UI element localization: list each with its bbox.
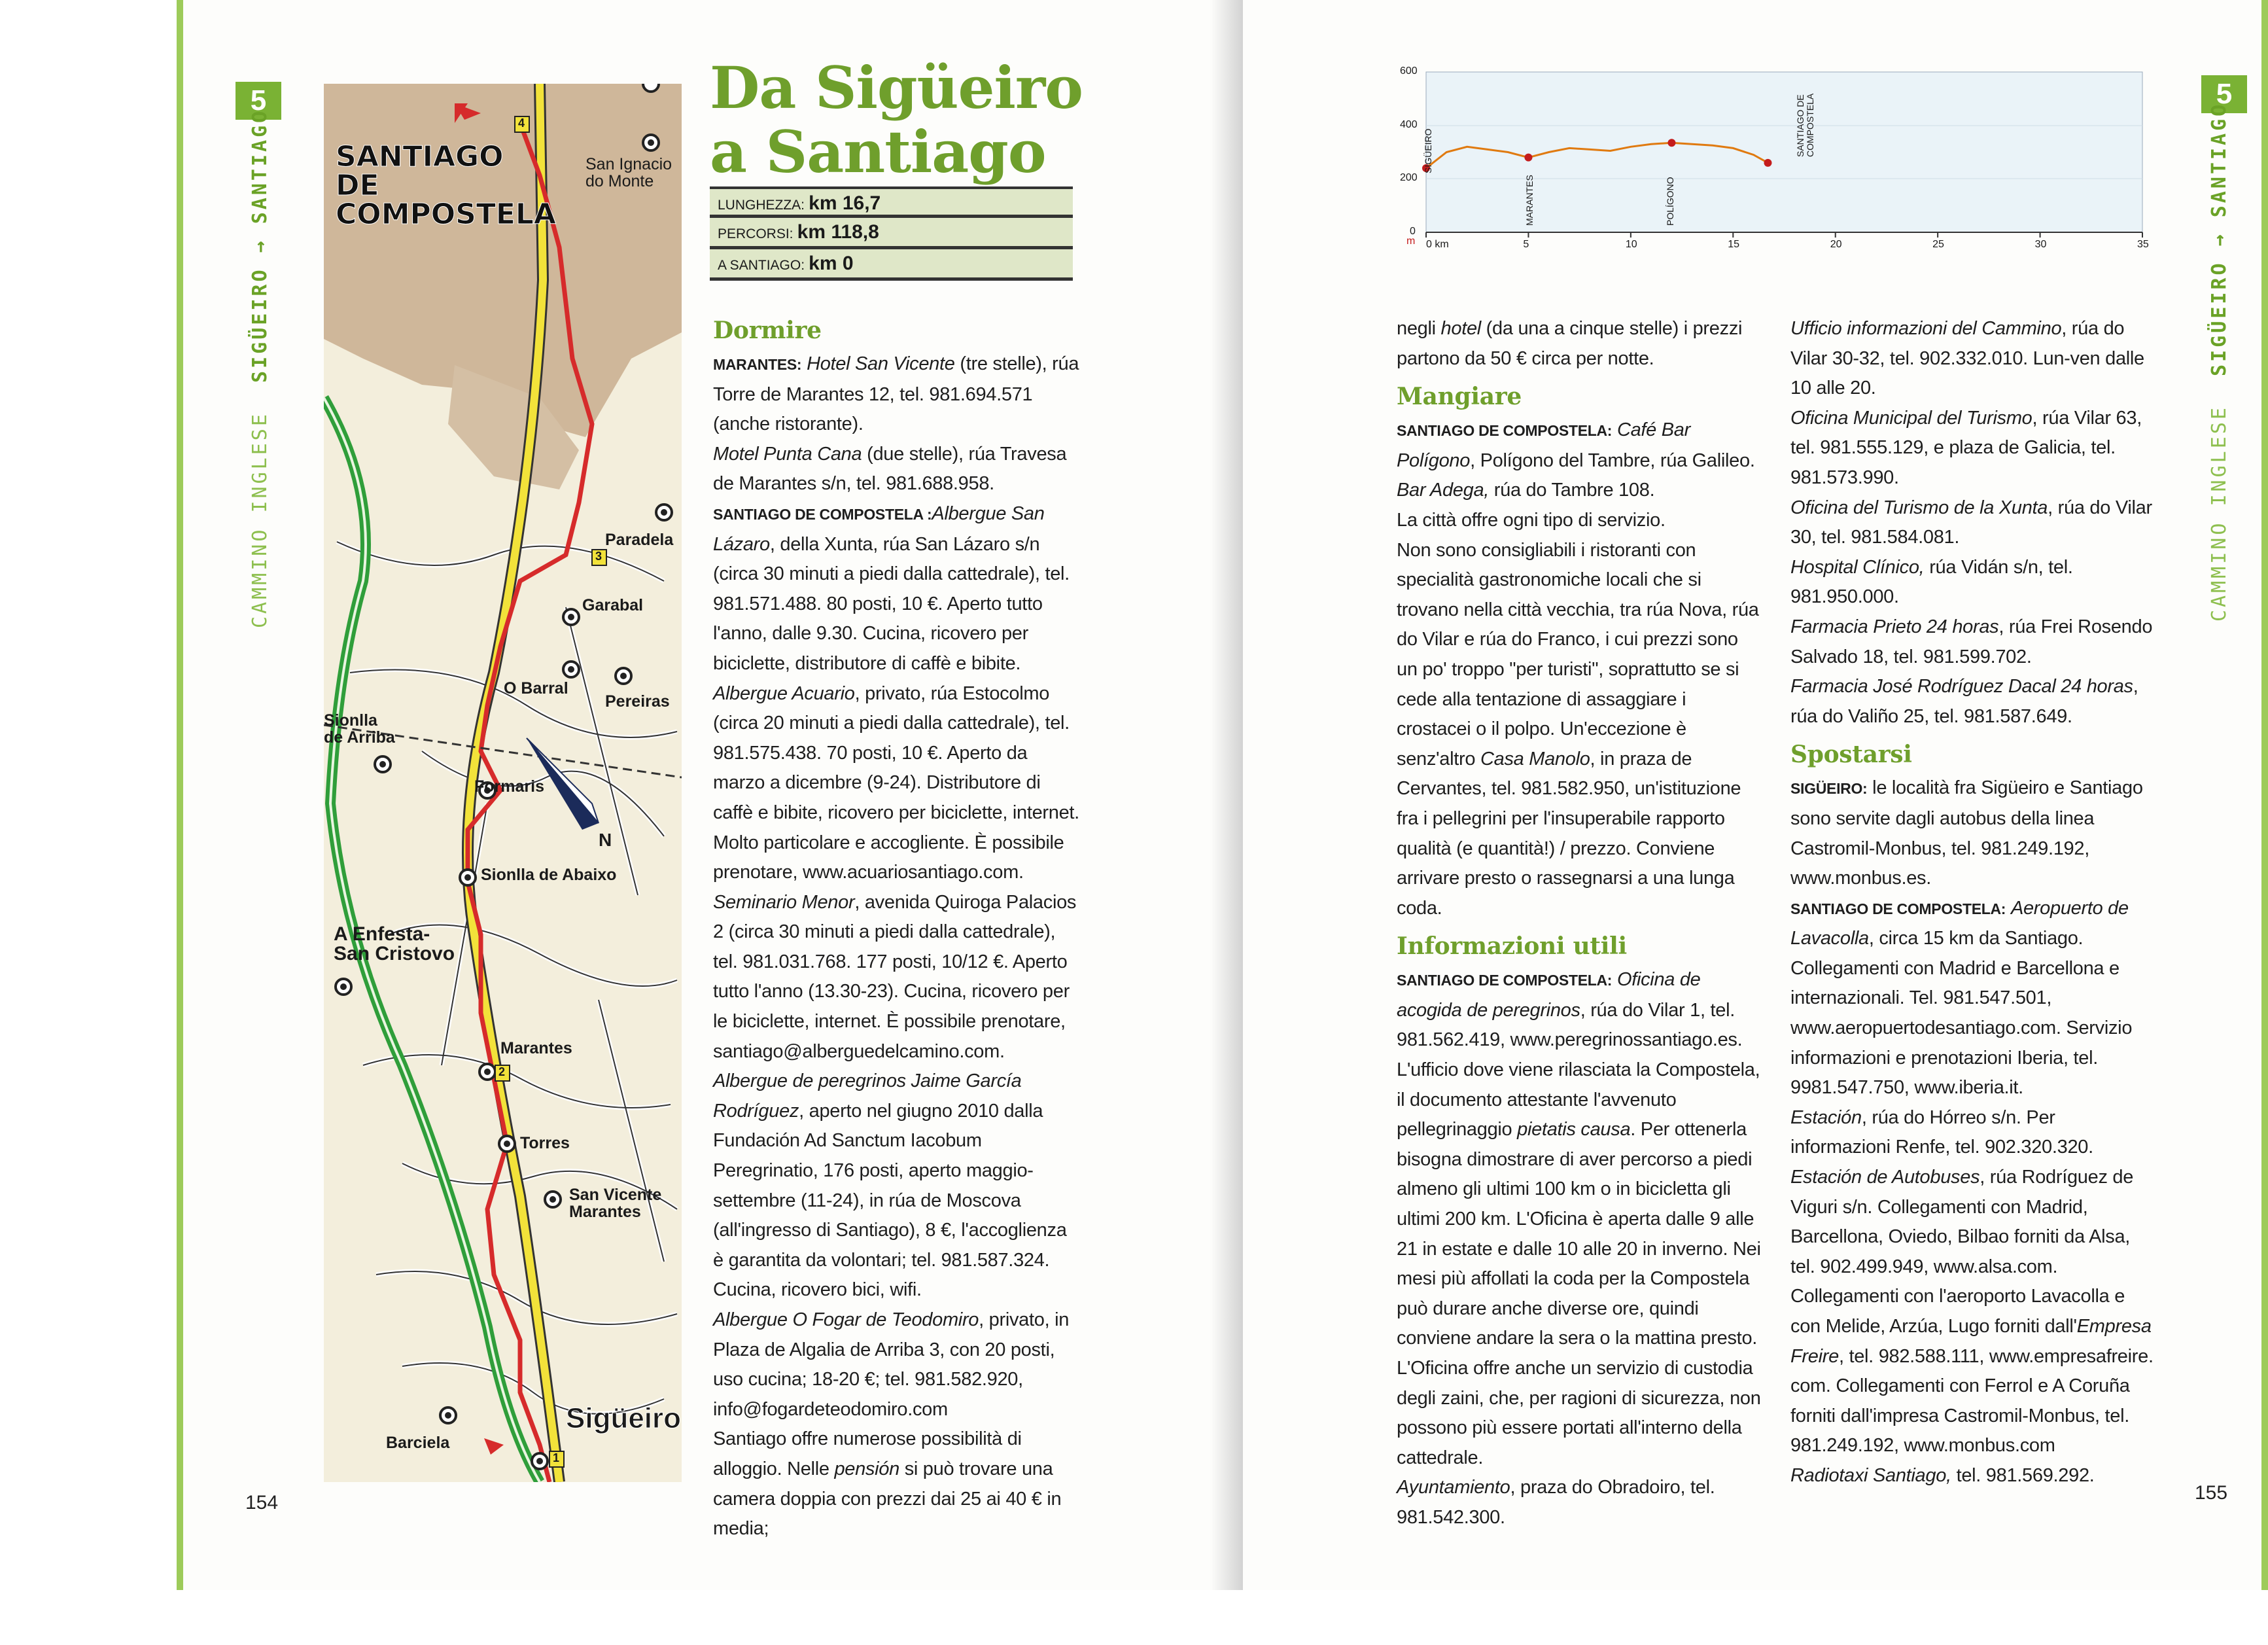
map-stage-2: 2 xyxy=(498,1065,506,1078)
map-label-o-barral: O Barral xyxy=(504,679,568,698)
x-tick-label: 10 xyxy=(1625,239,1637,250)
heading-dormire: Dormire xyxy=(713,317,822,344)
x-tick-label: 0 km xyxy=(1426,239,1449,250)
right-side-label xyxy=(2208,102,2231,622)
place-sigueiro: SIGÜEIRO xyxy=(1423,128,1433,173)
side-label-stage-right: SIGÜEIRO → SANTIAGO xyxy=(2208,101,2231,376)
right-text-column-1: negli hotel (da una a cinque stelle) i prezzi partono da 50 € circa per notte. Mangiare SANTIAGO DE COMPOSTELA: Café Bar Polígono, Polígono del Tambre, rúa Galileo. Bar Adega, rúa do Tambre 108. La città offre ogni tipo di servizio. Non sono consigliabili i ristoranti con specialità gastronomiche locali che si trovano nella città vecchia, tra rúa Nova, rúa do Vilar e rúa do Franco, i cui prezzi sono un po' troppo "per turisti", soprattutto se si cede alla tentazione di assaggiare i crostacei o il polpo. Un'eccezione è senz'altro Casa Manolo, in praza de Cervantes, tel. 981.582.950, un'istituzione fra i pellegrini per l'insuperabile rapporto qualità (e quantità!) / prezzo. Conviene arrivare presto o rassegnarsi a una lunga coda. Informazioni utili SANTIAGO DE COMPOSTELA: Oficina de acogida de peregrinos, rúa do Vilar 1, tel. 981.562.419, www.peregrinossantiago.es. L'ufficio dove viene rilasciata la Compostela, il documento attestante l'avvenuto pellegrinaggio pietatis causa. Per ottenerla bisogna dimostrare di aver percorso a piedi almeno gli ultimi 100 km o in bicicletta gli ultimi 200 km. L'Oficina è aperta dalle 9 alle 21 in estate e dalle 10 alle 20 in inverno. Nei mesi più affollati la coda per la Compostela può durare anche diverse ore, quindi conviene andare la sera o la mattina presto. L'Oficina offre anche un servizio di custodia degli zaini, che, per ragioni di sicurezza, non possono più essere portati all'interno della cattedrale. Ayuntamiento, praza do Obradoiro, tel. 981.542.300. xyxy=(1397,314,1763,1533)
elevation-profile xyxy=(1387,65,2155,255)
place-santiago: SANTIAGO DE COMPOSTELA xyxy=(1795,93,1815,157)
page-number-right: 155 xyxy=(2195,1482,2228,1504)
place-poligono: POLÍGONO xyxy=(1665,177,1675,226)
y-tick-600: 600 xyxy=(1400,65,1418,77)
y-tick-0: 0 xyxy=(1410,226,1416,237)
place-marantes: MARANTES xyxy=(1524,175,1535,226)
map-label-sionlla-arriba: Sionlla de Arriba xyxy=(324,711,395,747)
x-tick-label: 30 xyxy=(2034,239,2047,250)
map-stage-4: 4 xyxy=(518,116,525,130)
left-text-column: Dormire MARANTES: Hotel San Vicente (tre stelle), rúa Torre de Marantes 12, tel. 981.694.571 (anche ristorante). Motel Punta Cana (due stelle), rúa Travesa de Marantes s/n, tel. 981.688.958. SANTIAGO DE COMPOSTELA :Albergue San Lázaro, della Xunta, rúa San Lázaro s/n (circa 30 minuti a piedi dalla cattedrale), tel. 981.571.488. 80 posti, 10 €. Aperto tutto l'anno, dalle 9.30. Cucina, ricovero per biciclette, distributore di caffè e bibite. Albergue Acuario, privato, rúa Estocolmo (circa 20 minuti a piedi dalla cattedrale), tel. 981.575.438. 70 posti, 10 €. Aperto da marzo a dicembre (9-24). Distributore di caffè e bibite, ricovero per biciclette, internet. Molto particolare e accogliente. È possibile prenotare, www.acuariosantiago.com. Seminario Menor, avenida Quiroga Palacios 2 (circa 30 minuti a piedi dalla cattedrale), tel. 981.031.768. 177 posti, 10/12 €. Aperto tutto l'anno (13.30-23). Cucina, ricovero per le biciclette, internet. È possibile prenotare, santiago@alberguedelcamino.com. Albergue de peregrinos Jaime García Rodríguez, aperto nel giugno 2010 dalla Fundación Ad Sanctum Iacobum Peregrinatio, 176 posti, aperto maggio-settembre (11-24), in rúa de Moscova (all'ingresso di Santiago), 8 €, l'accoglienza è garantita da volontari; tel. 981.587.324. Cucina, ricovero bici, wifi. Albergue O Fogar de Teodomiro, privato, in Plaza de Algalia de Arriba 3, con 20 posti, uso cucina; 18-20 €; tel. 981.582.920, info@fogardeteodomiro.com Santiago offre numerose possibilità di alloggio. Nelle pensión si può trovare una camera doppia con prezzi dai 25 ai 40 € in media; xyxy=(713,308,1079,1544)
map-label-formaris: Formaris xyxy=(474,777,544,796)
heading-informazioni: Informazioni utili xyxy=(1397,932,1627,961)
map-label-san-ignacio: San Ignacio do Monte xyxy=(585,155,672,190)
stat-length: LUNGHEZZA: km 16,7 xyxy=(710,186,1073,218)
title-line-2: a Santiago xyxy=(710,118,1046,186)
x-tick-label: 25 xyxy=(1932,239,1944,250)
page-number-left: 154 xyxy=(245,1492,279,1513)
y-tick-200: 200 xyxy=(1400,172,1418,183)
left-side-label xyxy=(249,109,271,628)
map-label-pereiras: Pereiras xyxy=(605,692,670,711)
profile-waypoint xyxy=(1667,139,1675,147)
stat-total: PERCORSI: km 118,8 xyxy=(710,218,1073,249)
map-label-marantes: Marantes xyxy=(500,1039,572,1057)
title-line-1: Da Sigüeiro xyxy=(710,54,1083,122)
chapter-number-badge: 5 xyxy=(236,82,281,120)
right-text-column-2: Ufficio informazioni del Cammino, rúa do Vilar 30-32, tel. 902.332.010. Lun-ven dalle 10 alle 20. Oficina Municipal del Turismo, rúa Vilar 63, tel. 981.555.129, e plaza de Galicia, tel. 981.573.990. Oficina del Turismo de la Xunta, rúa do Vilar 30, tel. 981.584.081. Hospital Clínico, rúa Vidán s/n, tel. 981.950.000. Farmacia Prieto 24 horas, rúa Frei Rosendo Salvado 18, tel. 981.599.702. Farmacia José Rodríguez Dacal 24 horas, rúa do Valiño 25, tel. 981.587.649. Spostarsi SIGÜEIRO: le località fra Sigüeiro e Santiago sono servite dagli autobus della linea Castromil-Monbus, tel. 981.249.192, www.monbus.es. SANTIAGO DE COMPOSTELA: Aeropuerto de Lavacolla, circa 15 km da Santiago. Collegamenti con Madrid e Barcellona e internazionali. Tel. 981.547.501, www.aeropuertodesantiago.com. Servizio informazioni e prenotazioni Iberia, tel. 9981.547.750, www.iberia.it. Estación, rúa do Hórreo s/n. Per informazioni Renfe, tel. 902.320.320. Estación de Autobuses, rúa Rodríguez de Viguri s/n. Collegamenti con Madrid, Barcellona, Oviedo, Bilbao forniti da Alsa, tel. 902.499.949, www.alsa.com. Collegamenti con l'aeroporto Lavacolla e con Melide, Arzúa, Lugo forniti dall'Empresa Freire, tel. 982.588.111, www.empresafreire. com. Collegamenti con Ferrol e A Coruña forniti dall'impresa Castromil-Monbus, tel. 981.249.192, www.monbus.com Radiotaxi Santiago, tel. 981.569.292. xyxy=(1790,314,2157,1491)
heading-mangiare: Mangiare xyxy=(1397,383,1522,411)
side-label-stage: SIGÜEIRO → SANTIAGO xyxy=(249,108,271,383)
map-label-san-vicente: San Vicente Marantes xyxy=(569,1186,662,1221)
map-label-north: N xyxy=(599,830,612,850)
map-label-sionlla-abaixo: Sionlla de Abaixo xyxy=(481,866,617,884)
map-label-barciela: Barciela xyxy=(386,1434,450,1452)
map-label-a-enfesta: A Enfesta- San Cristovo xyxy=(334,923,455,964)
map-label-sigueiro: Sigüeiro xyxy=(566,1402,682,1434)
stat-to-santiago: A SANTIAGO: km 0 xyxy=(710,249,1073,281)
map-label-torres: Torres xyxy=(520,1134,570,1152)
map-label-garabal: Garabal xyxy=(582,596,644,614)
side-label-route: CAMMINO INGLESE xyxy=(249,412,271,628)
stage-title xyxy=(710,56,1083,184)
profile-waypoint xyxy=(1524,154,1532,162)
x-tick-label: 15 xyxy=(1728,239,1740,250)
route-map xyxy=(324,84,682,1482)
stage-stats xyxy=(710,186,1073,281)
map-label-city: SANTIAGO DE COMPOSTELA xyxy=(336,140,556,231)
map-stage-1: 1 xyxy=(553,1451,560,1464)
heading-spostarsi: Spostarsi xyxy=(1790,741,1912,769)
x-tick-label: 20 xyxy=(1830,239,1842,250)
x-tick-label: 35 xyxy=(2137,239,2149,250)
chapter-number-badge-right: 5 xyxy=(2201,75,2247,113)
map-stage-3: 3 xyxy=(595,550,602,563)
y-tick-400: 400 xyxy=(1400,119,1418,130)
y-unit: m xyxy=(1406,236,1416,247)
side-label-route-right: CAMMINO INGLESE xyxy=(2208,405,2231,622)
map-label-paradela: Paradela xyxy=(605,531,674,549)
x-tick-label: 5 xyxy=(1523,239,1529,250)
profile-waypoint xyxy=(1764,159,1771,167)
